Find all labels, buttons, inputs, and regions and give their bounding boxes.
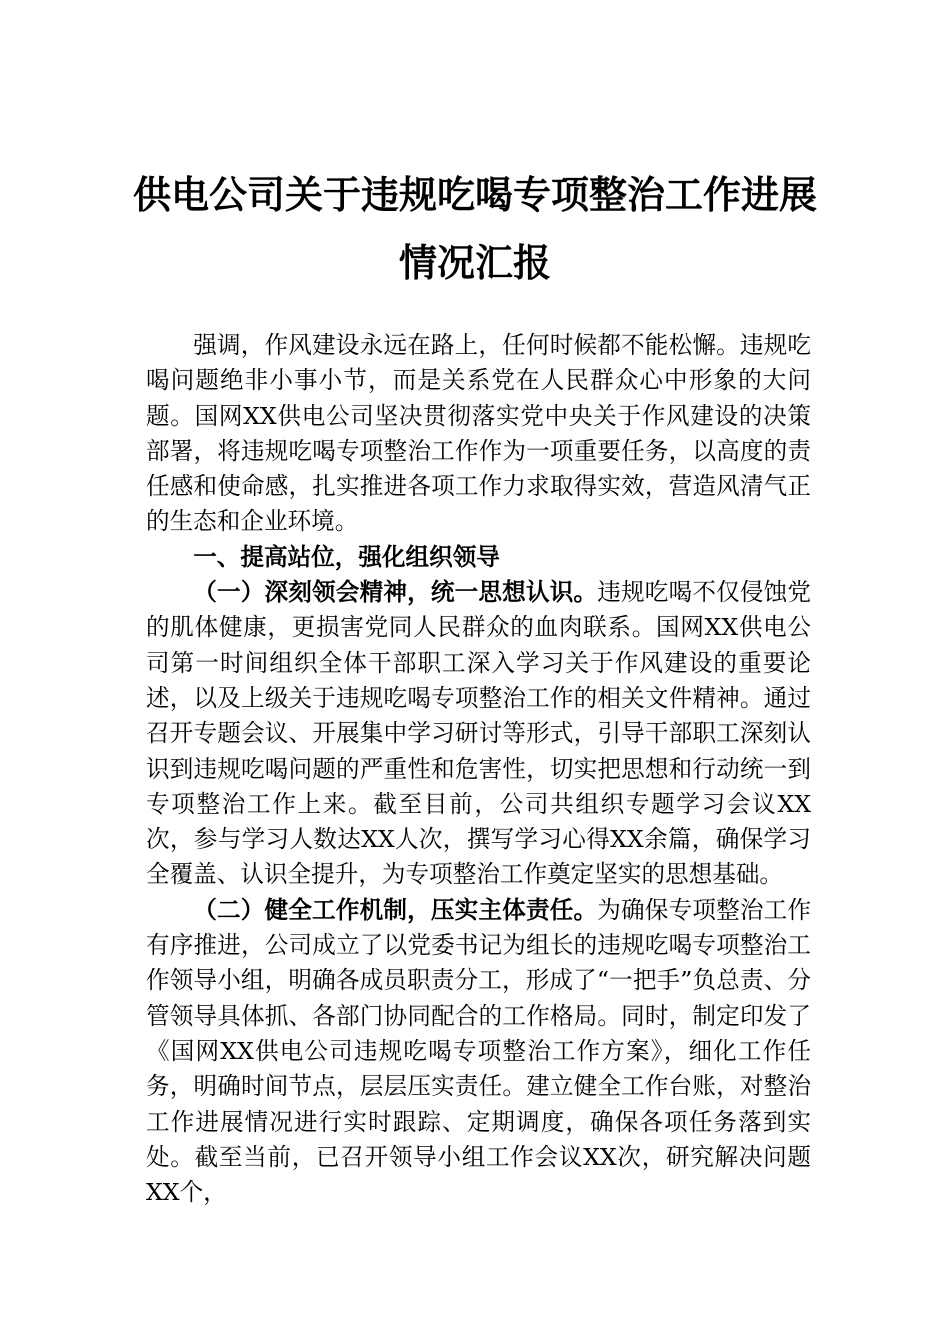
item-1-lead: （一）深刻领会精神，统一思想认识。: [193, 578, 598, 607]
intro-paragraph: 强调，作风建设永远在路上，任何时候都不能松懈。违规吃喝问题绝非小事小节，而是关系党在人民群众心中形象的大问题。国网XX供电公司坚决贯彻落实党中央关于作风建设的决策部署，将违规吃喝专项整治工作作为一项重要任务，以高度的责任感和使命感，扎实推进各项工作力求取得实效，营造风清气正的生态和企业环境。: [146, 331, 811, 536]
item-2-body: 为确保专项整治工作有序推进，公司成立了以党委书记为组长的违规吃喝专项整治工作领导小组，明确各成员职责分工，形成了“一把手”负总责、分管领导具体抓、各部门协同配合的工作格局。同时，制定印发了《国网XX供电公司违规吃喝专项整治工作方案》，细化工作任务，明确时间节点，层层压实责任。建立健全工作台账，对整治工作进展情况进行实时跟踪、定期调度，确保各项任务落到实处。截至当前，已召开领导小组工作会议XX次，研究解决问题XX个，: [146, 895, 812, 1207]
document-title-line-1: 供电公司关于违规吃喝专项整治工作进展: [132, 172, 817, 217]
item-1-body: 违规吃喝不仅侵蚀党的肌体健康，更损害党同人民群众的血肉联系。国网XX供电公司第一时间组织全体干部职工深入学习关于作风建设的重要论述，以及上级关于违规吃喝专项整治工作的相关文件精神。通过召开专题会议、开展集中学习研讨等形式，引导干部职工深刻认识到违规吃喝问题的严重性和危害性，切实把思想和行动统一到专项整治工作上来。截至目前，公司共组织专题学习会议XX次，参与学习人数达XX人次，撰写学习心得XX余篇，确保学习全覆盖、认识全提升，为专项整治工作奠定坚实的思想基础。: [146, 578, 812, 889]
item-1-paragraph: [146, 575, 811, 893]
section-heading-1: 一、提高站位，强化组织领导: [193, 542, 500, 571]
document-title-line-2: 情况汇报: [398, 240, 551, 285]
document-body: [146, 328, 811, 1210]
item-2-paragraph: [146, 893, 811, 1211]
item-2-lead: （二）健全工作机制，压实主体责任。: [193, 895, 598, 924]
